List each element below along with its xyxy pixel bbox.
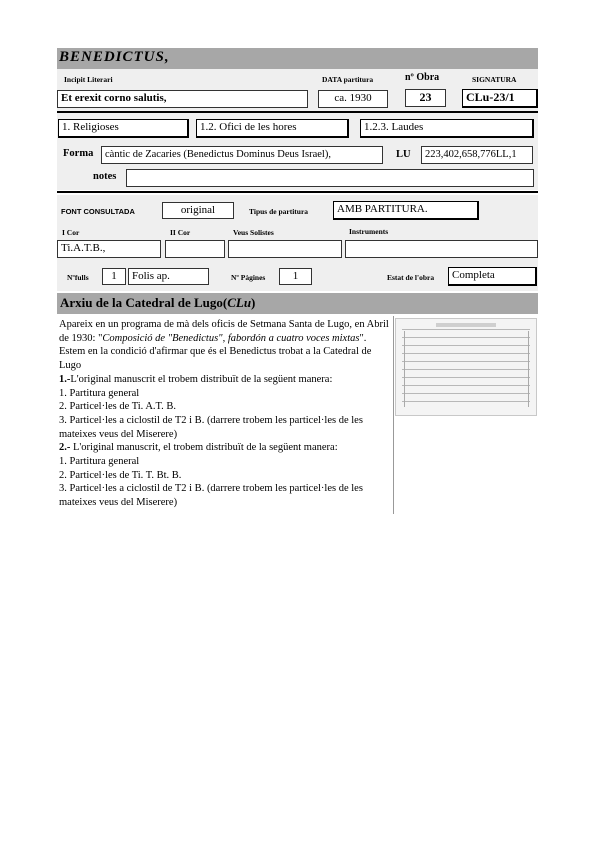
notes-field[interactable] [126,169,534,187]
instruments-field[interactable] [345,240,538,258]
estat-obra-label: Estat de l'obra [387,273,435,282]
signatura-label: SIGNATURA [472,75,517,84]
list-item: 1. Partitura general [59,456,140,468]
list-item: 3. Particel·les a ciclostil de T2 i B. (darrere trobem les particel·les de les mateixes veus del Miserere) [59,414,363,440]
incipit-label: Incipit Literari [64,75,113,84]
lu-field[interactable]: 223,402,658,776LL,1 [421,146,533,164]
list-item: 3. Particel·les a ciclostil de T2 i B. (darrere trobem les particel·les de les mateixes veus del Miserere) [59,483,363,509]
column-divider [393,316,394,514]
n-obra-label: nº Obra [405,72,440,83]
folis-field[interactable]: Folis ap. [128,268,209,285]
n-fulls-field[interactable]: 1 [102,268,126,285]
category-level-3[interactable]: 1.2.3. Laudes [360,119,534,138]
list-item: 2. Particel·les de Ti. A.T. B. [59,401,177,413]
tipus-partitura-field[interactable]: AMB PARTITURA. [333,201,479,220]
divider [57,111,538,113]
description-paragraph: Apareix en un programa de mà dels oficis de Setmana Santa de Lugo, en Abril de 1930: "Composició de "Benedictus", fabordón a cuatro voces mixtas". Estem en la condició d'afirmar que és el Benedictus trobat a la Catedral de Lugo [59,319,389,372]
incipit-field[interactable]: Et erexit corno salutis, [57,90,308,108]
estat-obra-field[interactable]: Completa [448,267,537,286]
lu-label: LU [396,149,411,160]
n-pagines-field[interactable]: 1 [279,268,312,285]
forma-label: Forma [63,148,94,159]
section-1-heading: 1.-L'original manuscrit el trobem distribuït de la següent manera: [59,373,333,385]
instruments-label: Instruments [349,227,389,236]
ii-cor-field[interactable] [165,240,225,258]
notes-label: notes [93,171,117,182]
n-pagines-label: Nº Pàgines [231,273,266,282]
description-text [59,318,392,510]
veus-solistes-field[interactable] [228,240,342,258]
section-2-heading: 2.- L'original manuscrit, el trobem distribuït de la següent manera: [59,442,338,454]
tipus-partitura-label: Tipus de partitura [249,207,309,216]
category-level-2[interactable]: 1.2. Ofici de les hores [196,119,349,138]
i-cor-field[interactable]: Ti.A.T.B., [57,240,161,258]
n-fulls-label: Nºfulls [67,273,89,282]
divider [57,191,538,193]
page-title: BENEDICTUS, [59,49,170,65]
ii-cor-label: II Cor [170,228,191,237]
signatura-field[interactable]: CLu-23/1 [462,89,538,108]
archive-bar [57,293,538,314]
data-field[interactable]: ca. 1930 [318,90,388,108]
forma-field[interactable]: càntic de Zacaries (Benedictus Dominus Deus Israel), [101,146,383,164]
manuscript-score-thumbnail-icon[interactable] [395,318,537,416]
archive-heading: Arxiu de la Catedral de Lugo(CLu) [60,295,256,310]
font-consultada-field[interactable]: original [162,202,234,219]
data-partitura-label: DATA partitura [322,75,374,84]
list-item: 2. Particel·les de Ti. T. Bt. B. [59,469,182,481]
i-cor-label: I Cor [62,228,80,237]
veus-solistes-label: Veus Solistes [233,228,274,237]
list-item: 1. Partitura general [59,387,140,399]
category-level-1[interactable]: 1. Religioses [58,119,189,138]
font-consultada-label: FONT CONSULTADA [61,207,135,216]
title-bar [57,48,538,69]
n-obra-field[interactable]: 23 [405,89,446,107]
